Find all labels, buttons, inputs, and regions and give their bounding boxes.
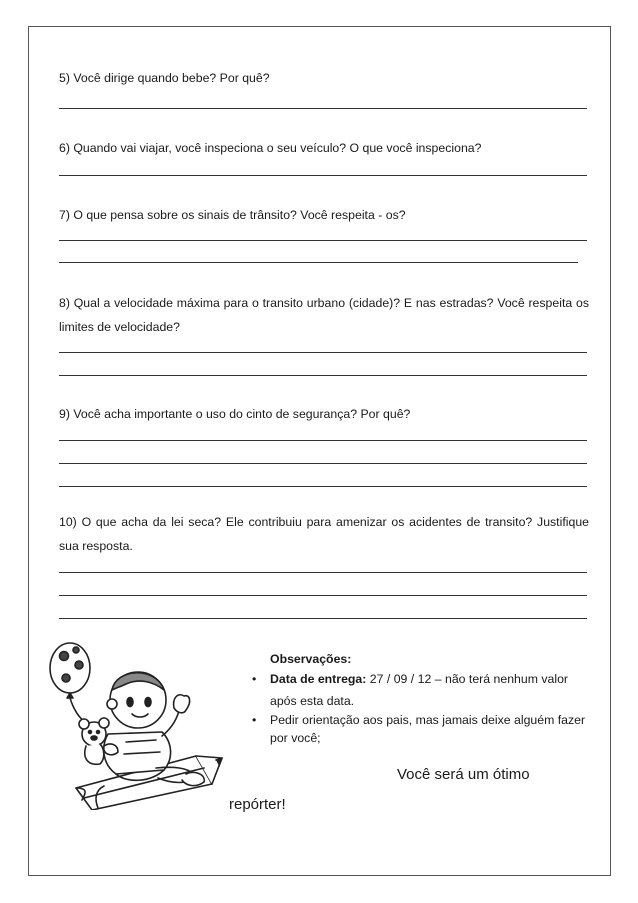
- guidance-item: [252, 711, 592, 755]
- answer-line[interactable]: [59, 108, 587, 109]
- answer-line[interactable]: [59, 618, 587, 619]
- answer-line[interactable]: [59, 463, 587, 464]
- question-6: 6) Quando vai viajar, você inspeciona o seu veículo? O que você inspeciona?: [59, 141, 482, 155]
- guidance-text: Pedir orientação aos pais, mas jamais deixe alguém fazer por você;: [270, 713, 586, 745]
- bullet-icon: •: [252, 672, 257, 686]
- answer-line[interactable]: [59, 440, 587, 441]
- delivery-value: 27 / 09 / 12 – não terá nenhum valor após esta data.: [270, 672, 569, 708]
- observations-title: Observações:: [270, 652, 352, 666]
- bullet-icon: •: [252, 713, 257, 727]
- delivery-date-item: [252, 668, 592, 712]
- answer-line[interactable]: [59, 352, 587, 353]
- closing-line-1: Você será um ótimo: [397, 766, 530, 783]
- delivery-label: Data de entrega:: [270, 672, 367, 686]
- answer-line[interactable]: [59, 595, 587, 596]
- child-pencil-illustration: [46, 638, 224, 810]
- answer-line[interactable]: [59, 262, 578, 263]
- answer-line[interactable]: [59, 375, 587, 376]
- question-10: 10) O que acha da lei seca? Ele contribuiu para amenizar os acidentes de transito? Justifique sua resposta.: [59, 515, 589, 553]
- question-8: 8) Qual a velocidade máxima para o transito urbano (cidade)? E nas estradas? Você respeita os limites de velocidade?: [59, 296, 589, 334]
- question-5: 5) Você dirige quando bebe? Por quê?: [59, 71, 270, 85]
- closing-line-2: repórter!: [229, 796, 286, 813]
- answer-line[interactable]: [59, 572, 587, 573]
- question-9: 9) Você acha importante o uso do cinto de segurança? Por quê?: [59, 407, 411, 421]
- question-7: 7) O que pensa sobre os sinais de trânsito? Você respeita - os?: [59, 208, 406, 222]
- answer-line[interactable]: [59, 240, 587, 241]
- answer-line[interactable]: [59, 175, 587, 176]
- answer-line[interactable]: [59, 486, 587, 487]
